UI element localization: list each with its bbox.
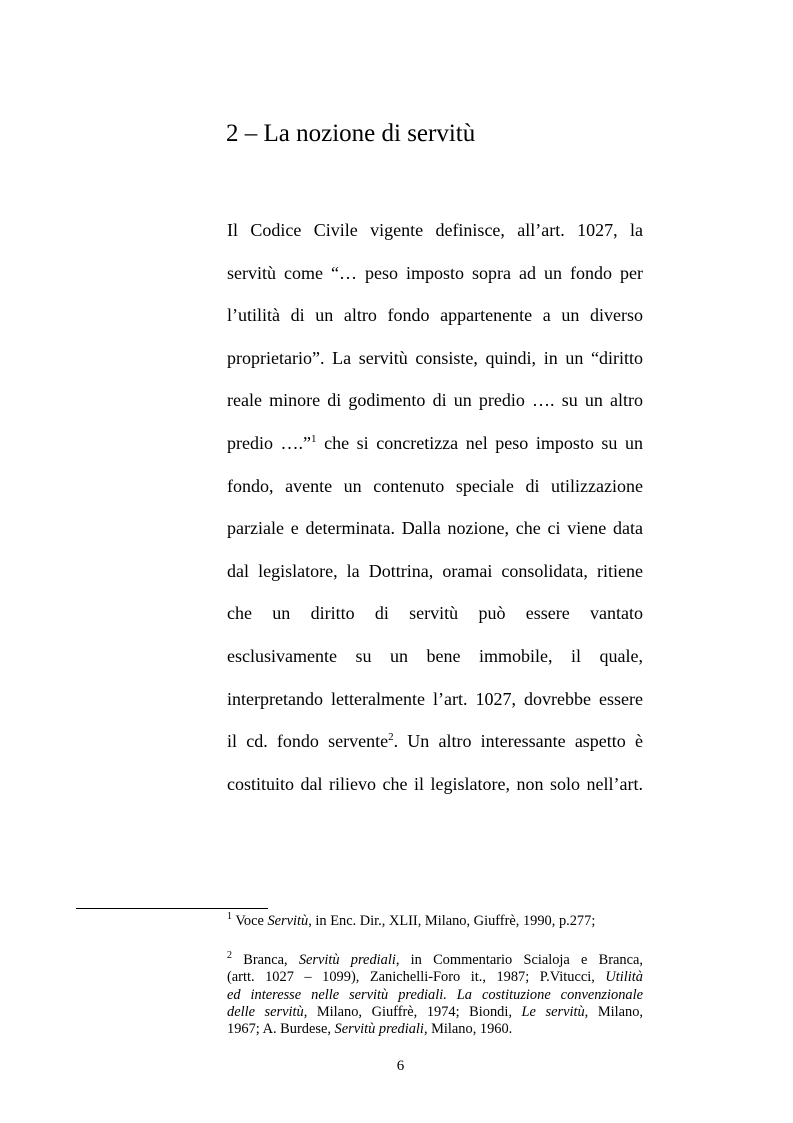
body-line-with-footnote-ref: predio ….”$^1$ che si concretizza nel peso imposto su un (227, 432, 643, 453)
section-heading: 2 – La nozione di servitù (226, 120, 476, 147)
body-paragraph (227, 212, 643, 808)
footnote-ref-2[interactable]: 2 (388, 731, 394, 744)
footnote-marker: 2 (227, 950, 232, 961)
footnote-marker: 1 (227, 911, 232, 922)
body-line-with-footnote-ref: il cd. fondo servente$^2$. Un altro interessante aspetto è (227, 731, 643, 752)
body-line: costituito dal rilievo che il legislatore, non solo nell’art. (227, 773, 643, 794)
footnote-1: $^1$ Voce Servitù, in Enc. Dir., XLII, Milano, Giuffrè, 1990, p.277; (227, 911, 596, 929)
body-line: servitù come “… peso imposto sopra ad un fondo per (227, 262, 643, 283)
body-line: fondo, avente un contenuto speciale di utilizzazione (227, 475, 643, 496)
footnote-separator (76, 908, 268, 909)
footnote-2: $^2$ Branca, Servitù prediali, in Commentario Scialoja e Branca, (artt. 1027 – 1099), Zanichelli-Foro it., 1987; P.Vitucci, Utilità ed interesse nelle servitù prediali. La costituzione convenzionale delle servitù, Milano, Giuffrè, 1974; Biondi, Le servitù, Milano, 1967; A. Burdese, Servitù prediali, Milano, 1960. (227, 950, 643, 1038)
body-line: reale minore di godimento di un predio …. su un altro (227, 390, 643, 411)
page-number: 6 (396, 1058, 405, 1074)
body-line: esclusivamente su un bene immobile, il quale, (227, 645, 643, 666)
body-line (227, 425, 643, 468)
body-line: interpretando letteralmente l’art. 1027, dovrebbe essere (227, 688, 643, 709)
body-line: che un diritto di servitù può essere vantato (227, 603, 643, 624)
body-line: parziale e determinata. Dalla nozione, che ci viene data (227, 518, 643, 539)
footnote-ref-1[interactable]: 1 (311, 432, 317, 445)
body-line: Il Codice Civile vigente definisce, all’art. 1027, la (227, 220, 643, 240)
body-line: dal legislatore, la Dottrina, oramai consolidata, ritiene (227, 560, 643, 581)
body-line: proprietario”. La servitù consiste, quindi, in un “diritto (227, 347, 643, 368)
body-line (227, 723, 643, 766)
body-line: l’utilità di un altro fondo appartenente a un diverso (227, 305, 643, 326)
